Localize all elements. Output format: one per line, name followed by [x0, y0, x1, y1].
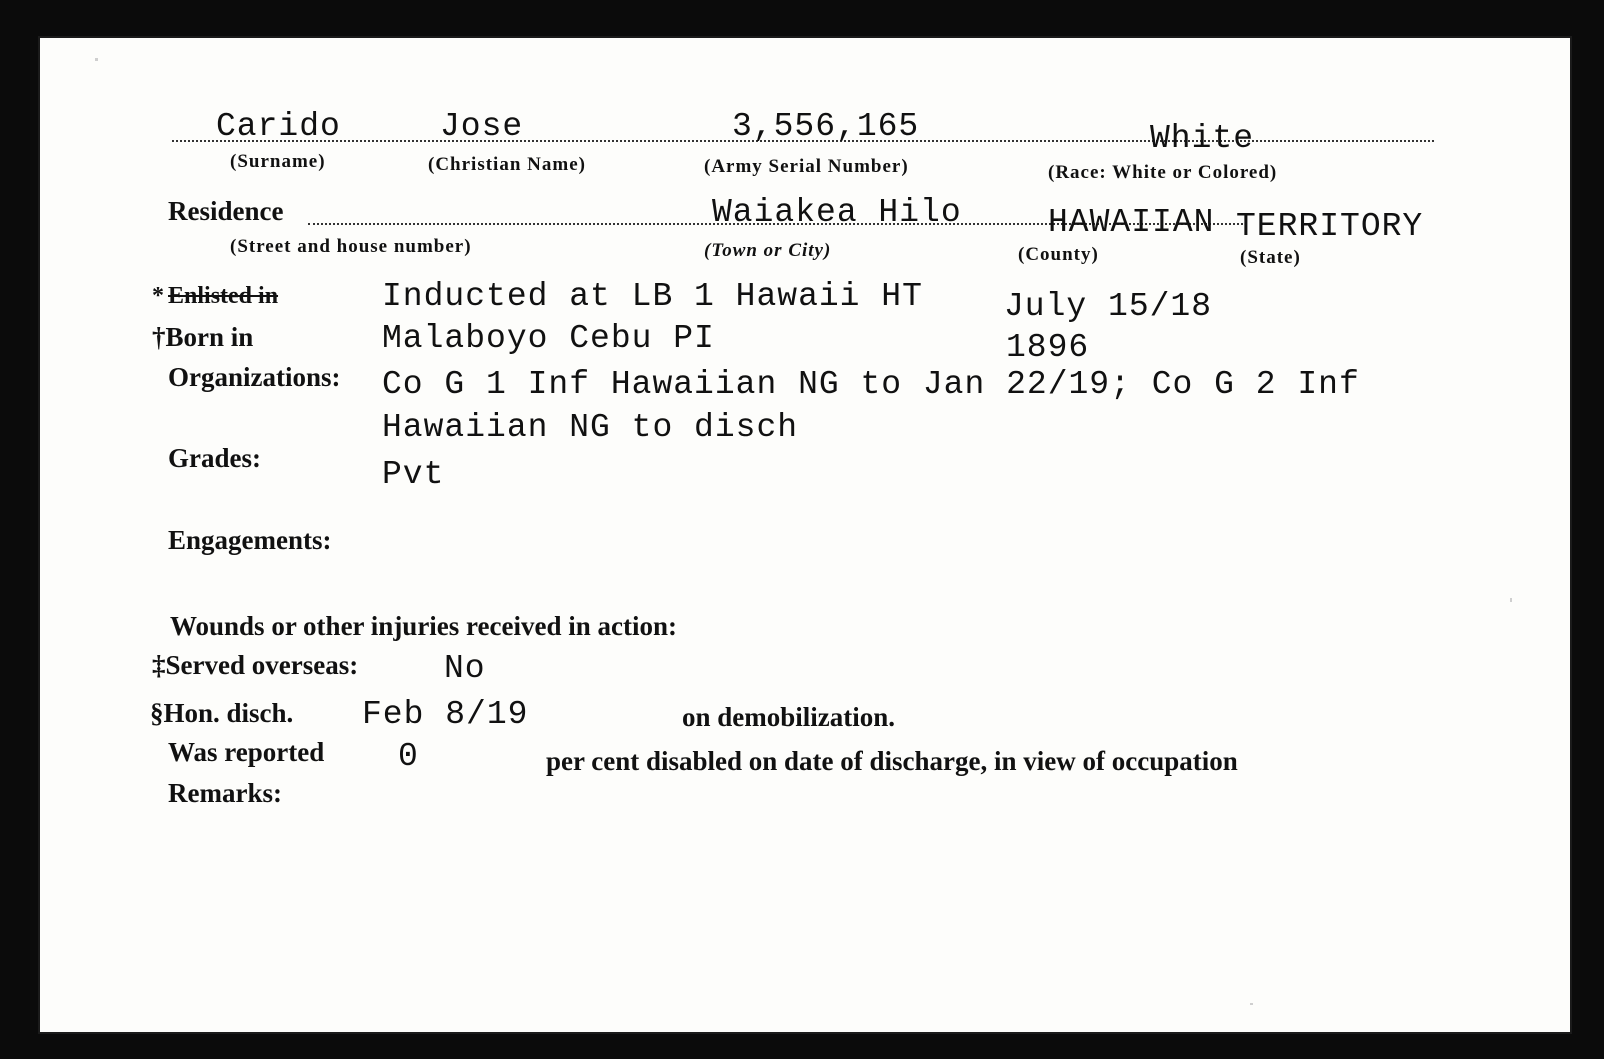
organizations-label: Organizations: — [168, 362, 341, 392]
residence-town: Waiakea Hilo — [712, 194, 962, 231]
discharge-suffix: on demobilization. — [682, 702, 896, 732]
disability-suffix: per cent disabled on date of discharge, in view of occupation — [546, 746, 1238, 776]
discharge-date: Feb 8/19 — [362, 696, 529, 733]
grades-label: Grades: — [168, 443, 261, 473]
serial-number-caption: (Army Serial Number) — [704, 156, 909, 177]
state-caption: (State) — [1240, 247, 1301, 268]
born-value: Malaboyo Cebu PI — [382, 320, 715, 357]
christian-name-value: Jose — [440, 108, 524, 145]
enlisted-date: July 15/18 — [1004, 288, 1213, 325]
overseas-label: ‡Served overseas: — [152, 650, 359, 680]
remarks-label: Remarks: — [168, 778, 282, 808]
street-caption: (Street and house number) — [230, 236, 472, 257]
enlisted-label: Enlisted in — [168, 283, 279, 309]
enlisted-value: Inducted at LB 1 Hawaii HT — [382, 278, 923, 315]
scan-speck — [1510, 598, 1512, 602]
surname-caption: (Surname) — [230, 151, 326, 172]
residence-label: Residence — [168, 196, 284, 226]
serial-number-value: 3,556,165 — [732, 108, 920, 145]
engagements-label: Engagements: — [168, 525, 332, 555]
disability-label: Was reported — [168, 737, 325, 767]
overseas-value: No — [444, 650, 486, 687]
born-label: †Born in — [152, 322, 254, 352]
wounds-label: Wounds or other injuries received in action: — [170, 611, 678, 641]
discharge-label: §Hon. disch. — [150, 698, 294, 728]
christian-name-caption: (Christian Name) — [428, 154, 586, 175]
disability-value: 0 — [398, 738, 419, 775]
scan-speck — [95, 58, 98, 61]
race-caption: (Race: White or Colored) — [1048, 162, 1278, 183]
race-value: White — [1150, 120, 1255, 157]
scan-speck — [1250, 1003, 1253, 1005]
county-caption: (County) — [1018, 244, 1099, 265]
town-caption: (Town or City) — [704, 240, 832, 261]
residence-county: HAWAIIAN — [1048, 204, 1215, 241]
surname-value: Carido — [216, 108, 341, 145]
grades-value: Pvt — [382, 456, 445, 493]
enlisted-marker: * — [152, 283, 164, 309]
born-year: 1896 — [1006, 329, 1090, 366]
service-record-card — [40, 38, 1570, 1032]
residence-state: TERRITORY — [1236, 208, 1424, 245]
organizations-line1: Co G 1 Inf Hawaiian NG to Jan 22/19; Co G 2 Inf — [382, 366, 1360, 403]
organizations-line2: Hawaiian NG to disch — [382, 409, 799, 446]
